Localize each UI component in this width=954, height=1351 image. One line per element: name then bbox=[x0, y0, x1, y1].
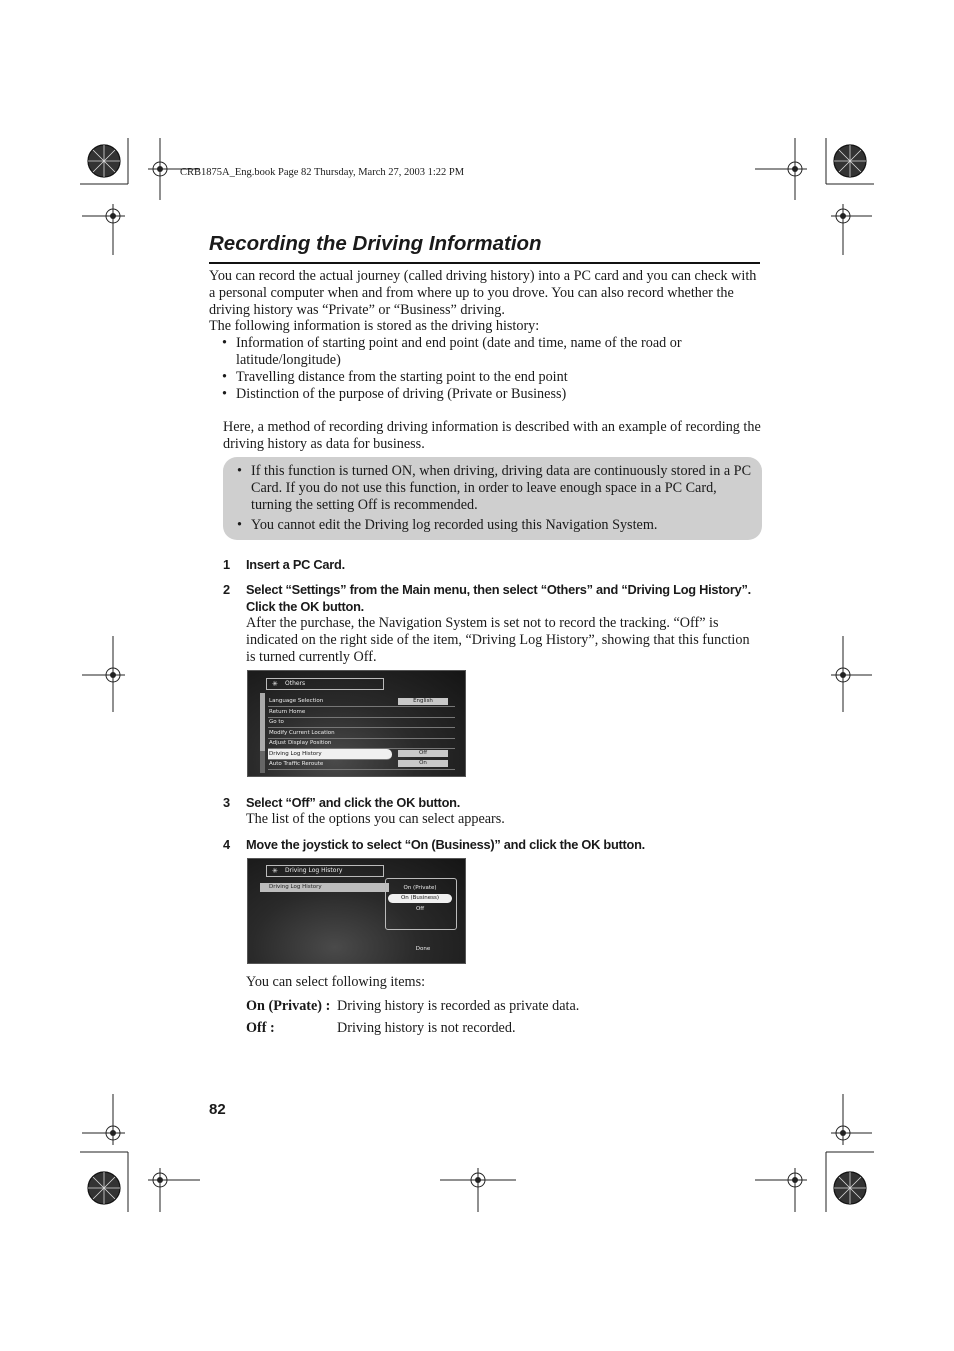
menu-item-label: Adjust Display Position bbox=[269, 740, 332, 746]
option-description: Driving history is not recorded. bbox=[337, 1020, 516, 1036]
option-on-business[interactable]: On (Business) bbox=[388, 894, 452, 903]
menu-item-label: Return Home bbox=[269, 709, 306, 715]
menu-item-label: Auto Traffic Reroute bbox=[269, 761, 324, 767]
screen-driving-log-options bbox=[247, 858, 466, 964]
step-text: Select “Off” and click the OK button. bbox=[246, 795, 461, 810]
option-description: Driving history is recorded as private data. bbox=[337, 998, 580, 1014]
menu-item-label: Driving Log History bbox=[269, 751, 322, 757]
option-on-private[interactable]: On (Private) bbox=[403, 885, 437, 891]
step-2 bbox=[223, 581, 763, 617]
note-box bbox=[223, 457, 762, 540]
step-text: Select “Settings” from the Main menu, then select “Others” and “Driving Log History”. Click the OK button. bbox=[246, 582, 751, 614]
menu-item-label: Modify Current Location bbox=[269, 730, 335, 736]
settings-icon: ✳ bbox=[272, 867, 278, 875]
section-title: Recording the Driving Information bbox=[209, 232, 542, 255]
screen-title-bar bbox=[266, 865, 384, 877]
menu-value-language: English bbox=[398, 698, 448, 705]
option-off[interactable]: Off bbox=[415, 906, 425, 912]
intro-paragraph-3: Here, a method of recording driving information is described with an example of recording the driving history as data for business. bbox=[223, 419, 761, 452]
note-item: • If this function is turned ON, when driving, driving data are continuously stored in a PC Card. If you do not use this function, in order to leave enough space in a PC Card, turning the setting Off is recommended. bbox=[237, 463, 752, 514]
intro-paragraph-1: You can record the actual journey (called driving history) into a PC card and you can check with a personal computer when and from where up to you drove. You can also record whether the driving history was “Private” or “Business” driving. bbox=[209, 268, 757, 318]
menu-item-label: Go to bbox=[269, 719, 284, 725]
done-button[interactable]: Done bbox=[415, 946, 431, 952]
scroll-thumb[interactable] bbox=[260, 693, 265, 751]
step-number: 4 bbox=[223, 837, 231, 852]
step-1 bbox=[223, 556, 763, 576]
list-item: • Travelling distance from the starting point to the end point bbox=[222, 369, 762, 386]
list-item: • Information of starting point and end point (date and time, name of the road or latitude/longitude) bbox=[222, 335, 762, 369]
option-definition-on-private bbox=[246, 998, 761, 1016]
menu-item-adjust-display[interactable] bbox=[268, 738, 455, 749]
step-number: 1 bbox=[223, 557, 231, 572]
menu-value-driving-log: Off bbox=[398, 750, 448, 757]
step-text: Insert a PC Card. bbox=[246, 557, 345, 572]
step-4 bbox=[223, 836, 763, 856]
options-intro: You can select following items: bbox=[246, 974, 426, 990]
intro-bullet-list bbox=[222, 335, 762, 403]
screen-others-menu bbox=[247, 670, 466, 777]
screen-title-bar bbox=[266, 678, 384, 690]
step-text: Move the joystick to select “On (Business)” and click the OK button. bbox=[246, 837, 645, 852]
menu-item-label: Language Selection bbox=[269, 698, 324, 704]
list-item: • Distinction of the purpose of driving (Private or Business) bbox=[222, 386, 762, 403]
title-rule bbox=[209, 262, 760, 264]
screen-title: Others bbox=[285, 680, 306, 687]
intro-paragraph-2: The following information is stored as the driving history: bbox=[209, 318, 540, 334]
step-3-description: The list of the options you can select appears. bbox=[246, 811, 505, 827]
step-2-description: After the purchase, the Navigation System is set not to record the tracking. “Off” is indicated on the right side of the item, “Driving Log History”, showing that this function is turned currently Off. bbox=[246, 615, 750, 665]
option-key: On (Private) : bbox=[246, 998, 331, 1014]
option-definition-off bbox=[246, 1020, 761, 1038]
step-number: 2 bbox=[223, 582, 231, 597]
selected-item-bar: Driving Log History bbox=[260, 883, 389, 892]
screen-title: Driving Log History bbox=[285, 867, 343, 874]
note-item: • You cannot edit the Driving log recorded using this Navigation System. bbox=[237, 517, 752, 534]
settings-icon: ✳ bbox=[272, 680, 278, 688]
print-header-line: CRB1875A_Eng.book Page 82 Thursday, March 27, 2003 1:22 PM bbox=[180, 167, 465, 178]
menu-scrollbar[interactable] bbox=[260, 693, 265, 773]
option-key: Off : bbox=[246, 1020, 275, 1036]
step-number: 3 bbox=[223, 795, 231, 810]
note-bullet-list bbox=[237, 463, 752, 537]
page-number: 82 bbox=[209, 1101, 226, 1118]
menu-value-auto-traffic: On bbox=[398, 760, 448, 767]
menu-item-go-to[interactable] bbox=[268, 717, 455, 728]
